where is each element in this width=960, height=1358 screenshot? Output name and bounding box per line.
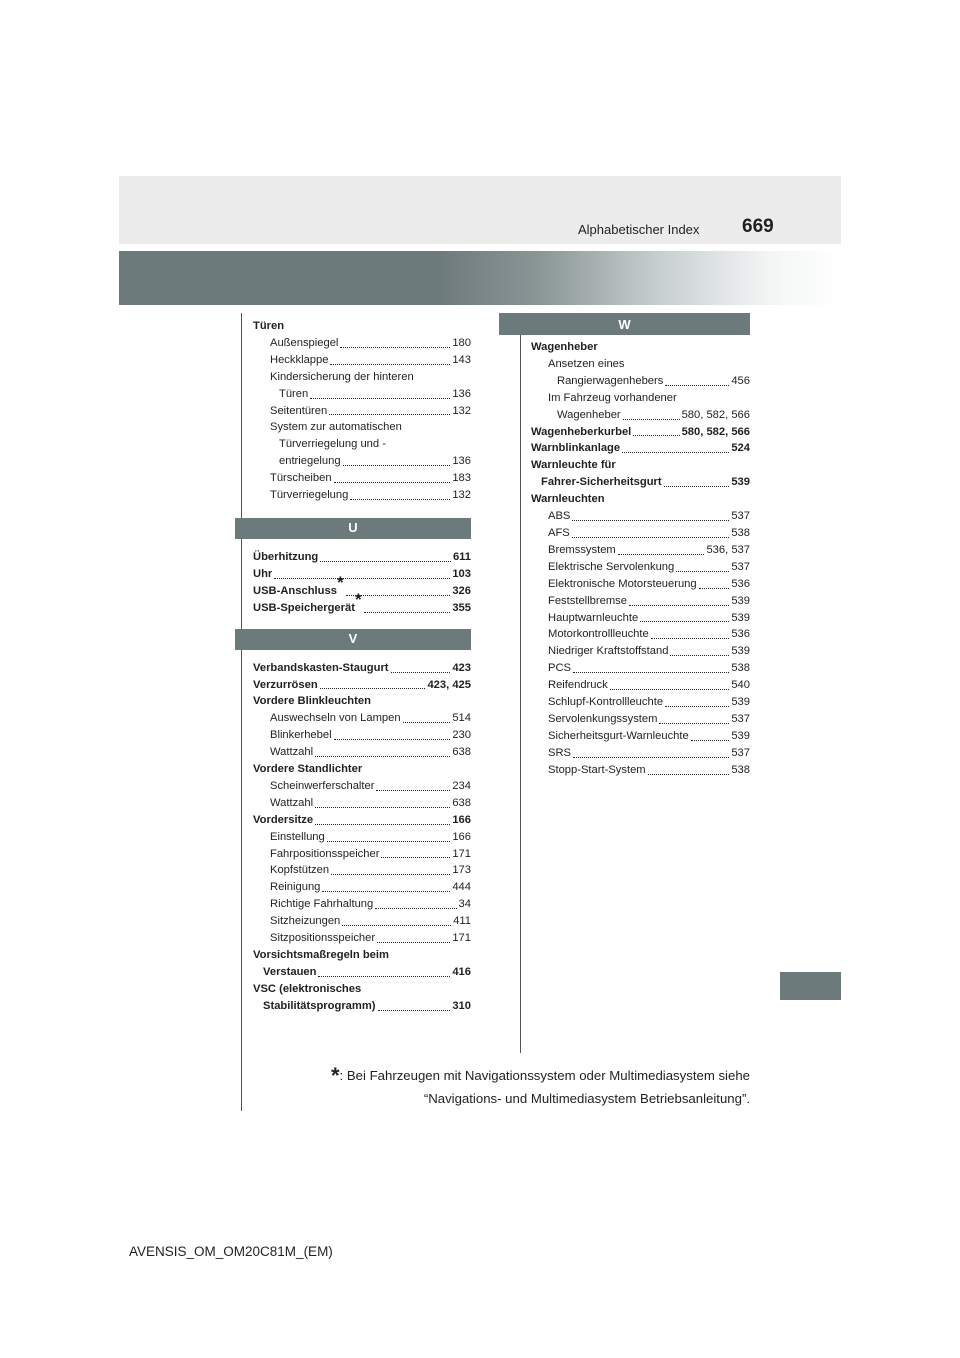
index-entry [531,711,750,728]
entry-label: Elektrische Servolenkung [548,560,675,573]
entry-label: Scheinwerferschalter [270,779,375,792]
index-heading-standlichter: Vordere Standlichter [253,763,363,776]
leader-dots [315,807,450,808]
page-ref[interactable]: 234 [452,779,471,792]
entry-label: Verstauen [263,965,317,978]
leader-dots [377,942,450,943]
index-entry-system-line1: System zur automatischen [270,421,402,434]
leader-dots [691,740,730,741]
page-ref[interactable]: 143 [452,353,471,366]
chapter-tab [780,972,841,1000]
index-entry [253,829,471,846]
entry-label: Rangierwagenhebers [557,374,664,387]
index-column-left [253,318,471,1015]
leader-dots [334,739,451,740]
entry-label: Einstellung [270,830,325,843]
index-entry [531,626,750,643]
index-entry [253,335,471,352]
index-entry-vsc-line1: VSC (elektronisches [253,982,362,995]
entry-label: Stopp-Start-System [548,763,646,776]
leader-dots [572,520,729,521]
section-letter-w: W [499,313,750,335]
page-ref[interactable]: 444 [452,881,471,894]
leader-dots [364,612,451,613]
entry-label: Servolenkungssystem [548,712,658,725]
page-ref[interactable]: 611 [452,550,471,563]
index-entry-entriegelung [253,453,471,470]
page-ref[interactable]: 536, 537 [706,543,750,556]
page-ref[interactable]: 524 [731,442,750,455]
u-entries [253,549,471,583]
leader-dots [350,499,450,500]
entry-label: Wagenheberkurbel [531,425,632,438]
page-ref[interactable]: 326 [452,584,471,597]
leader-dots [670,655,729,656]
index-entry-kindersicherung-line1: Kindersicherung der hinteren [270,370,414,383]
page-ref[interactable]: 411 [453,915,471,928]
page-ref[interactable]: 638 [452,746,471,759]
leader-dots [573,672,729,673]
entry-label: Motorkontrollleuchte [548,628,649,641]
footnote [331,1064,750,1110]
leader-dots [331,874,450,875]
index-entry [253,710,471,727]
leader-dots [659,723,729,724]
entry-label: Uhr [253,567,273,580]
document-code: AVENSIS_OM_OM20C81M_(EM) [129,1244,333,1259]
page-ref[interactable]: 132 [452,404,471,417]
leader-dots [665,385,729,386]
page-ref[interactable]: 423, 425 [427,678,471,691]
entry-label: Elektronische Motorsteuerung [548,577,697,590]
entry-label: Verbandskasten-Staugurt [253,661,389,674]
index-entry [531,677,750,694]
page-ref[interactable]: 34 [458,898,471,911]
footnote-star: * [336,572,344,592]
index-entry [253,879,471,896]
index-entry [531,660,750,677]
leader-dots [320,688,426,689]
entry-label: Sitzpositionsspeicher [270,932,376,945]
index-entry [253,744,471,761]
column-divider-center [520,313,521,1053]
index-entry [253,778,471,795]
stand-subentries [253,778,471,812]
entry-label-text: USB-Speichergerät [253,601,355,614]
index-entry [531,424,750,441]
leader-dots [648,774,730,775]
leader-dots [274,578,450,579]
entry-label: Niedriger Kraftstoffstand [548,645,669,658]
entry-label: Vordersitze [253,813,314,826]
index-entry [253,846,471,863]
page-ref[interactable]: 538 [731,526,750,539]
w-bold-entries [531,424,750,458]
leader-dots [327,841,451,842]
index-entry-imfahrzeug-line1: Im Fahrzeug vorhandener [548,391,677,404]
index-entry [531,593,750,610]
leader-dots [618,554,705,555]
page-ref[interactable]: 638 [452,796,471,809]
entry-label: Türverriegelung [270,489,349,502]
index-heading-tueren: Türen [253,320,285,332]
entry-label: Blinkerhebel [270,729,332,742]
entry-label: Außenspiegel [270,336,339,349]
leader-dots [403,722,451,723]
index-entry-verstauen [253,964,471,981]
index-entry [253,487,471,504]
leader-dots [629,605,729,606]
v-entries [253,660,471,694]
page-ref[interactable]: 183 [452,472,471,485]
leader-dots [315,824,450,825]
leader-dots [342,925,451,926]
leader-dots [633,435,679,436]
page-ref[interactable]: 580, 582, 566 [681,408,750,421]
page-ref[interactable]: 173 [452,864,471,877]
leader-dots [343,465,451,466]
header-bar [119,176,841,244]
index-entry [531,542,750,559]
entry-label: Wattzahl [270,746,314,759]
leader-dots [665,706,729,707]
index-entry-vorsicht-line1: Vorsichtsmaßregeln beim [253,949,389,961]
page-ref[interactable]: 537 [731,712,750,725]
index-entry [531,508,750,525]
leader-dots [640,621,729,622]
page-ref[interactable]: 416 [452,965,471,978]
footnote-line1 [331,1064,750,1087]
entry-label: AFS [548,526,570,539]
leader-dots [310,398,450,399]
index-entry [253,660,471,677]
entry-label: SRS [548,746,572,759]
page-ref[interactable]: 103 [452,567,471,580]
leader-dots [676,571,729,572]
entry-label: Warnblinkanlage [531,442,621,455]
leader-dots [391,672,451,673]
page-ref[interactable]: 540 [731,679,750,692]
index-column-right [531,339,750,779]
column-divider-left [241,313,242,1111]
footnote-text-1: : Bei Fahrzeugen mit Navigationssystem oder Multimediasystem siehe [339,1068,750,1083]
entry-label: Richtige Fahrhaltung [270,898,374,911]
index-entry-fahrer-sicherheitsgurt [531,474,750,491]
page-number: 669 [742,216,774,237]
page-ref[interactable]: 355 [452,601,471,614]
page-ref[interactable]: 456 [731,374,750,387]
tueren-subentries-3 [253,470,471,504]
page-ref[interactable]: 539 [731,476,750,489]
entry-label: Feststellbremse [548,594,627,607]
index-entry [531,525,750,542]
leader-dots [381,857,450,858]
tueren-subentries-2 [253,403,471,420]
entry-label: Türen [279,387,309,400]
index-entry [531,559,750,576]
leader-dots [572,537,730,538]
page-ref[interactable]: 539 [731,729,750,742]
index-entry [531,728,750,745]
entry-label: entriegelung [279,455,341,468]
vordersitze-subentries [253,829,471,947]
entry-label: Stabilitätsprogramm) [263,999,376,1012]
entry-label: Überhitzung [253,550,319,563]
leader-dots [334,482,451,483]
index-entry [253,913,471,930]
index-entry-rangierwagenheber [531,373,750,390]
leader-dots [376,790,450,791]
page-ref[interactable]: 538 [731,662,750,675]
entry-label: Fahrpositionsspeicher [270,847,380,860]
entry-label: Heckklappe [270,353,329,366]
entry-label: PCS [548,662,572,675]
index-heading-blinkleuchten: Vordere Blinkleuchten [253,695,371,708]
entry-label: Sitzheizungen [270,915,341,928]
page-ref[interactable]: 171 [452,847,471,860]
entry-label: Reinigung [270,881,321,894]
index-entry-wagenheber-vorhanden [531,407,750,424]
page-ref[interactable]: 538 [731,763,750,776]
page-ref[interactable]: 166 [452,813,471,826]
index-entry [531,694,750,711]
index-entry [253,352,471,369]
entry-label: Türscheiben [270,472,332,485]
leader-dots [318,976,450,977]
entry-label: Schlupf-Kontrollleuchte [548,696,664,709]
page-ref[interactable]: 310 [452,999,471,1012]
entry-label: Hauptwarnleuchte [548,611,639,624]
page-ref[interactable]: 539 [731,594,750,607]
page-ref[interactable]: 539 [731,696,750,709]
warnleuchten-subentries [531,508,750,779]
page-ref[interactable]: 537 [731,510,750,523]
entry-label: ABS [548,510,571,523]
index-entry [253,566,471,583]
leader-dots [375,908,456,909]
footnote-star: * [354,589,362,609]
leader-dots [623,419,680,420]
page-ref[interactable]: 580, 582, 566 [681,425,750,438]
index-entry [253,470,471,487]
page-ref[interactable]: 230 [452,729,471,742]
index-entry [253,795,471,812]
entry-label: Bremssystem [548,543,616,556]
index-heading-wagenheber: Wagenheber [531,341,598,353]
index-entry-kindersicherung [253,386,471,403]
page-ref[interactable]: 136 [452,455,471,468]
index-entry [531,610,750,627]
leader-dots [329,414,450,415]
index-entry [253,896,471,913]
index-entry [253,930,471,947]
header-title: Alphabetischer Index [578,222,700,237]
index-entry [253,862,471,879]
leader-dots [330,364,450,365]
leader-dots [699,588,730,589]
section-letter-v: V [235,629,471,650]
index-entry [253,727,471,744]
leader-dots [610,689,730,690]
index-entry-stabilitaetsprogramm [253,998,471,1015]
index-entry-system-line2: Türverriegelung und - [279,438,386,451]
index-entry [253,549,471,566]
page-ref[interactable]: 136 [452,387,471,400]
entry-label: Wagenheber [557,408,621,421]
index-entry [531,440,750,457]
leader-dots [322,891,450,892]
entry-label: Wattzahl [270,796,314,809]
leader-dots [315,756,450,757]
index-entry [531,762,750,779]
leader-dots [573,757,729,758]
entry-label: Kopfstützen [270,864,330,877]
section-letter-u: U [235,518,471,539]
index-heading-warnleuchten: Warnleuchten [531,493,605,506]
page-ref[interactable]: 539 [731,611,750,624]
index-entry [253,677,471,694]
entry-label: Auswechseln von Lampen [270,712,401,725]
leader-dots [320,561,451,562]
index-entry [531,576,750,593]
leader-dots [651,638,730,639]
leader-dots [378,1010,451,1011]
index-entry [531,643,750,660]
footnote-star: * [330,1063,340,1088]
index-entry [531,745,750,762]
leader-dots [622,452,729,453]
page-ref[interactable]: 536 [731,577,750,590]
footnote-line2: “Navigations- und Multimediasystem Betriebsanleitung”. [423,1091,750,1106]
entry-label: Sicherheitsgurt-Warnleuchte [548,729,689,742]
page-ref[interactable]: 180 [452,336,471,349]
tueren-subentries [253,335,471,369]
page-ref[interactable]: 132 [452,489,471,502]
entry-label-text: USB-Anschluss [253,584,337,597]
page-ref[interactable]: 166 [452,830,471,843]
page-ref[interactable]: 537 [731,746,750,759]
header-banner [119,251,841,305]
page-ref[interactable]: 423 [452,661,471,674]
page-ref[interactable]: 514 [452,712,471,725]
page-ref[interactable]: 537 [731,560,750,573]
blink-subentries [253,710,471,761]
index-entry-ansetzen-line1: Ansetzen eines [548,357,625,370]
index-entry-vordersitze [253,812,471,829]
entry-label: Verzurrösen [253,678,318,691]
index-entry [253,403,471,420]
page-ref[interactable]: 539 [731,645,750,658]
page-ref[interactable]: 171 [452,932,471,945]
entry-label: Fahrer-Sicherheitsgurt [541,476,662,489]
leader-dots [340,347,450,348]
entry-label: Reifendruck [548,679,608,692]
entry-label: Seitentüren [270,404,328,417]
page-ref[interactable]: 536 [731,628,750,641]
leader-dots [664,486,730,487]
index-entry-warnleuchte-line1: Warnleuchte für [531,459,616,472]
